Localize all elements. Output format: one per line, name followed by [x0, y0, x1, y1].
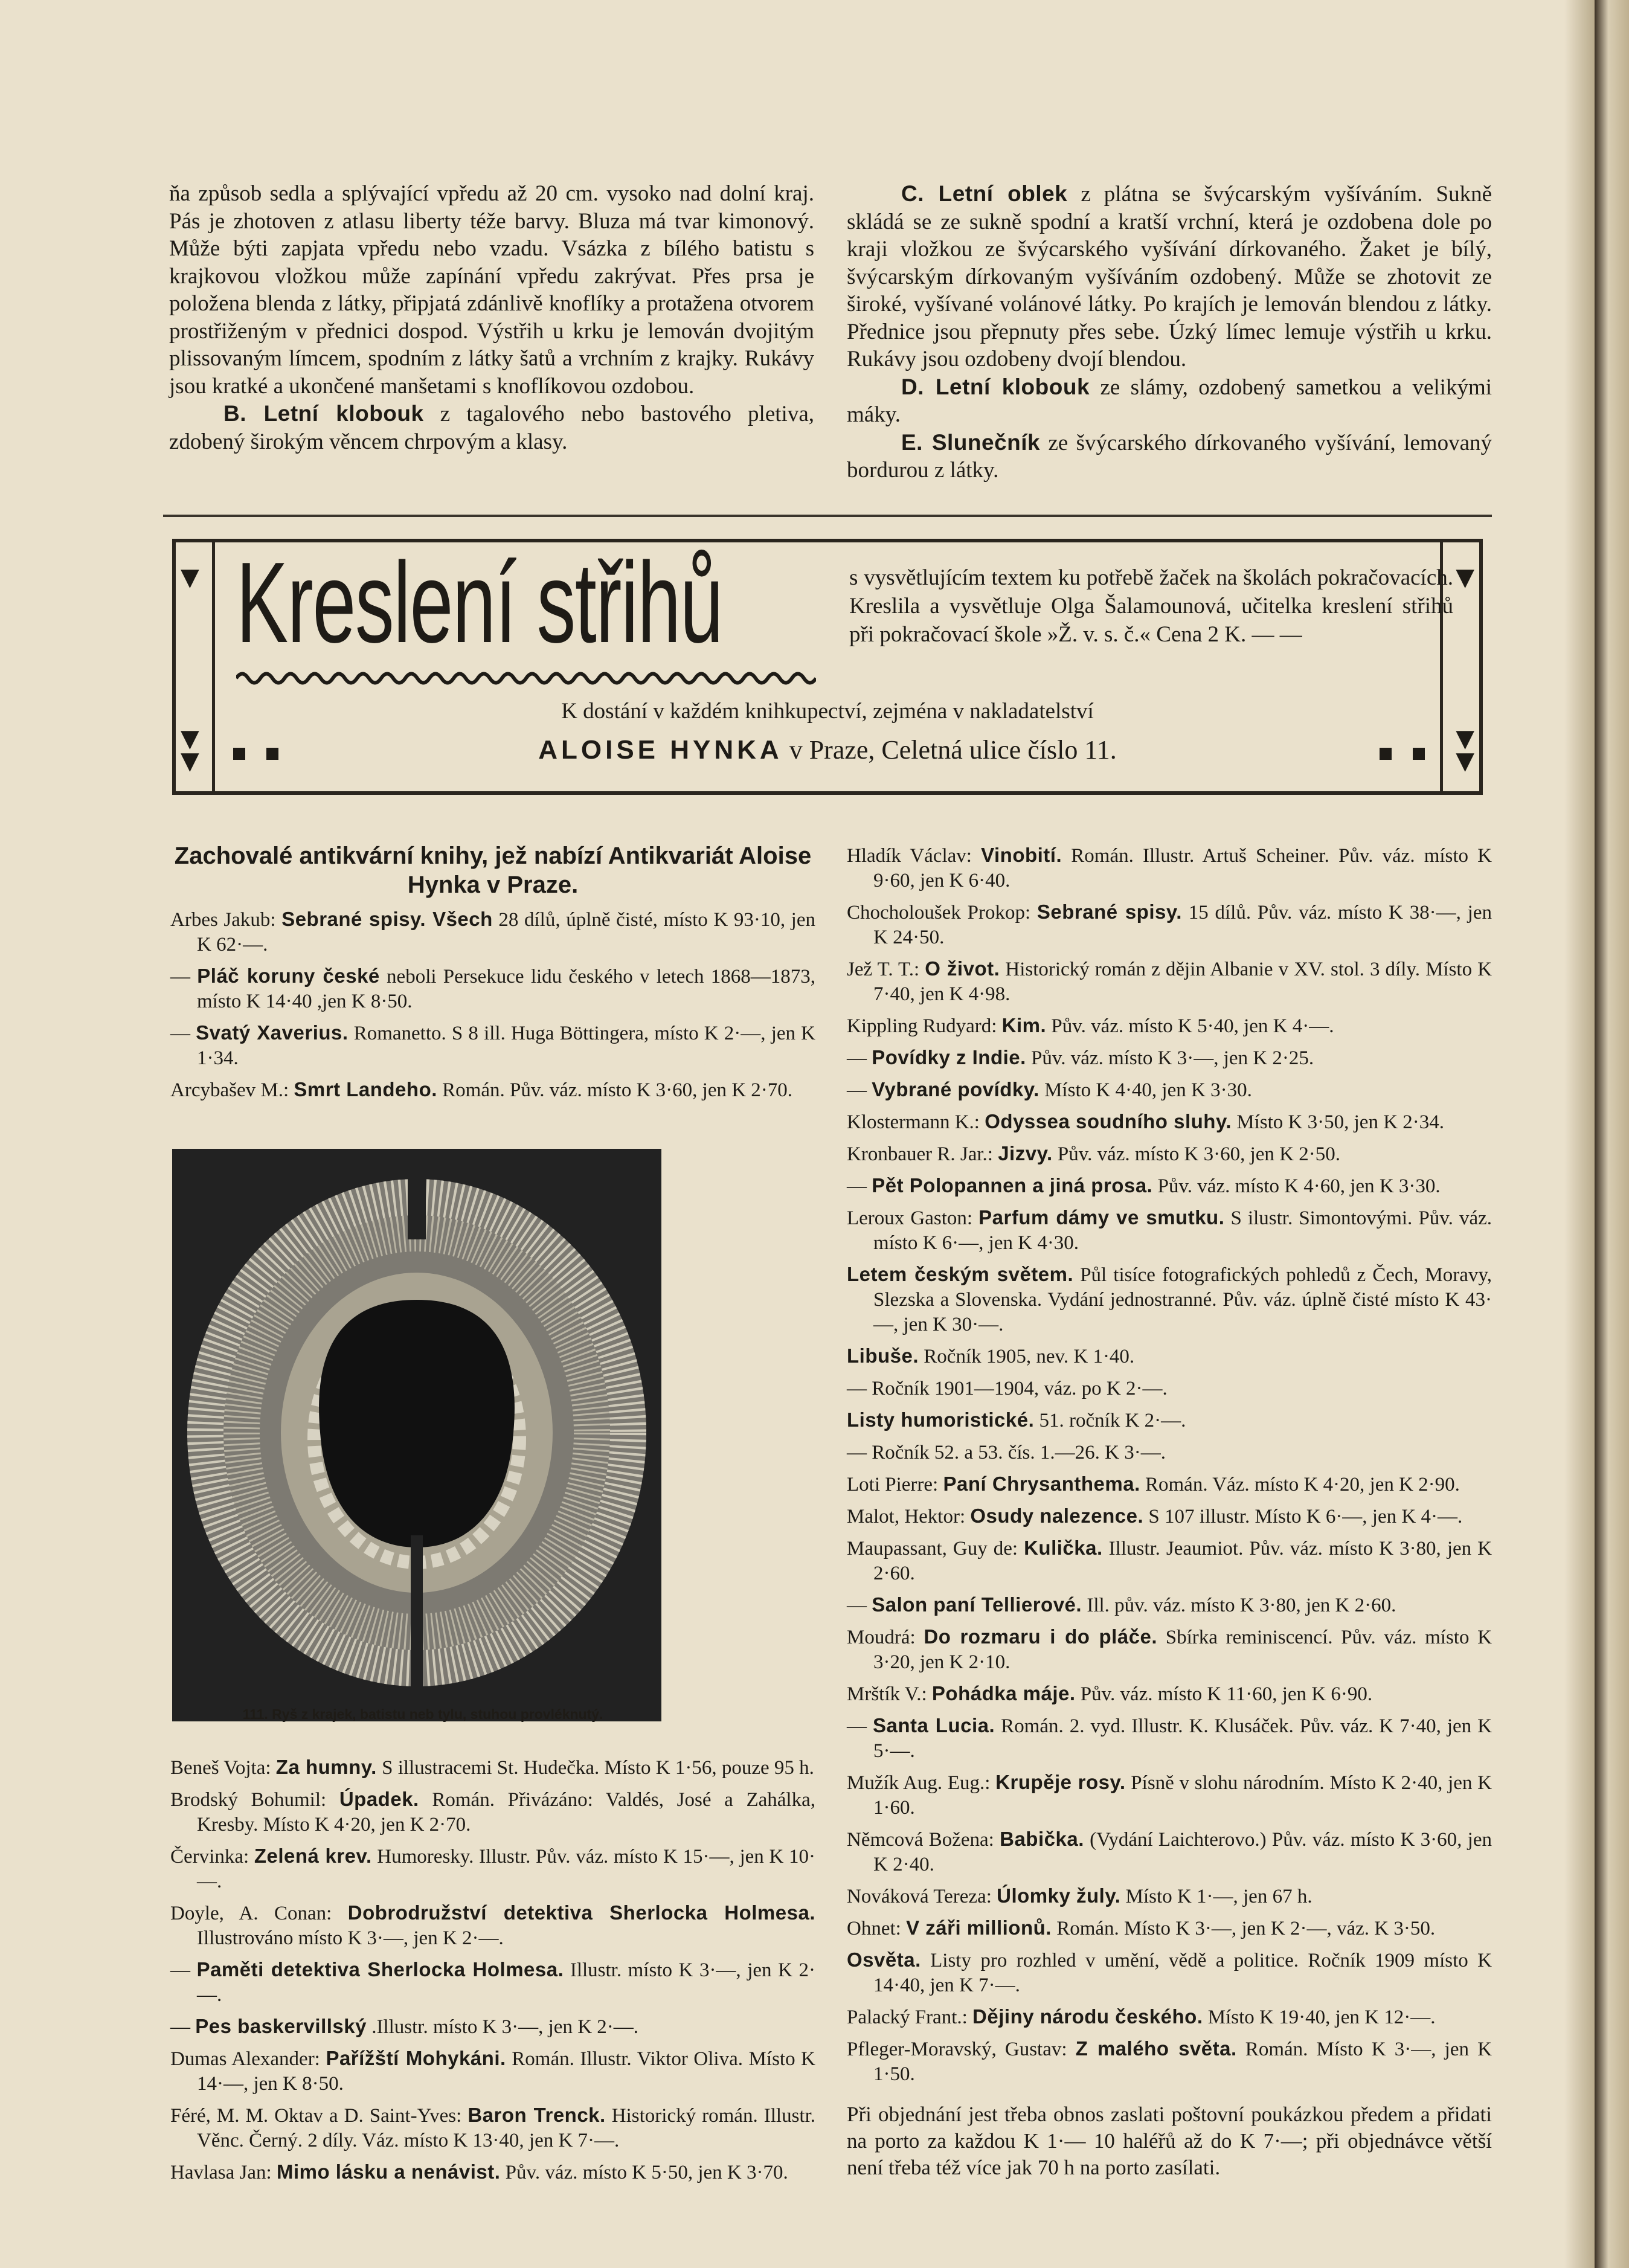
- paragraph-dress-description: ňa způsob sedla a splývající vpředu až 20 cm. vysoko nad dolní kraj. Pás je zhotoven z atlasu liberty téže barvy. Bluza má tvar kimonový. Může býti zapjata vpředu nebo vzadu. Vsázka z bílého batistu s krajkovou vložkou může zapínání vpředu zakrývat. Přes prsa je položena blenda z látky, připjatá zdánlivě knoflíky a protažena otvorem prostřiženým v přednici dospod. Výstřih u krku je lemován dvojitým plissovaným límcem, spodním z látky šatů a vrchním z krajky. Rukávy jsou kratké a ukončené manšetami s knoflíkovou ozdobou.: [169, 181, 814, 399]
- list-item: Leroux Gaston: Parfum dámy ve smutku. S ilustr. Simontovými. Pův. váz. místo K 6·—, jen K 4·30.: [847, 1206, 1492, 1254]
- list-item: — Ročník 52. a 53. čís. 1.—26. K 3·—.: [847, 1442, 1166, 1463]
- list-item: Dumas Alexander: Pařížští Mohykáni. Román. Illustr. Viktor Oliva. Místo K 14·—, jen K 8·50.: [170, 2047, 815, 2095]
- arrow-down-icon: ▼: [1456, 564, 1474, 591]
- arrow-down-icon: ▼: [181, 747, 199, 775]
- list-item: Libuše. Ročník 1905, nev. K 1·40.: [847, 1344, 1135, 1367]
- advertisement-availability: K dostání v každém knihkupectví, zejména v nakladatelství: [561, 699, 1094, 724]
- list-item: Kippling Rudyard: Kim. Pův. váz. místo K 5·40, jen K 4·—.: [847, 1014, 1334, 1037]
- paragraph-item-c: [847, 180, 1492, 373]
- top-right-column: [847, 180, 1492, 484]
- list-item: Osvěta. Listy pro rozhled v umění, vědě a politice. Ročník 1909 místo K 14·40, jen K 7·—.: [847, 1948, 1492, 1996]
- list-item: Klostermann K.: Odyssea soudního sluhy. Místo K 3·50, jen K 2·34.: [847, 1110, 1445, 1133]
- list-item: — Svatý Xaverius. Romanetto. S 8 ill. Huga Böttingera, místo K 2·—, jen K 1·34.: [170, 1021, 815, 1069]
- advertisement-description: s vysvětlujícím textem ku potřebě žaček na školách pokračovacích. Kreslila a vysvětluje Olga Šalamounová, učitelka kreslení střihů při pokračovací škole »Ž. v. s. č.« Cena 2 K. — —: [849, 565, 1453, 647]
- list-item: Listy humoristické. 51. ročník K 2·—.: [847, 1409, 1186, 1431]
- item-b-title: B. Letní klobouk: [223, 401, 424, 426]
- list-item: Havlasa Jan: Mimo lásku a nenávist. Pův. váz. místo K 5·50, jen K 3·70.: [170, 2160, 788, 2183]
- list-item: Hladík Václav: Vinobití. Román. Illustr. Artuš Scheiner. Pův. váz. místo K 9·60, jen K 6·40.: [847, 844, 1492, 891]
- list-item: Nováková Tereza: Úlomky žuly. Místo K 1·—, jen 67 h.: [847, 1884, 1313, 1907]
- list-item: Mrštík V.: Pohádka máje. Pův. váz. místo K 11·60, jen K 6·90.: [847, 1682, 1373, 1705]
- list-item: — Vybrané povídky. Místo K 4·40, jen K 3·30.: [847, 1078, 1252, 1101]
- list-item: Beneš Vojta: Za humny. S illustracemi St. Hudečka. Místo K 1·56, pouze 95 h.: [170, 1756, 814, 1779]
- item-b-text: z tagalového nebo bastového pletiva, zdobený širokým věncem chrpovým a klasy.: [169, 402, 814, 454]
- photo-caption: 111. Ryš z krajek, batistu neb tylu, stuhou provléknutý.: [242, 1706, 603, 1722]
- antiquarian-heading: Zachovalé antikvární knihy, jež nabízí Antikvariát Aloise Hynka v Praze.: [174, 843, 812, 898]
- list-item: Červinka: Zelená krev. Humoresky. Illustr. Pův. váz. místo K 15·—, jen K 10·—.: [170, 1845, 815, 1892]
- arrow-down-icon: ▼: [1456, 725, 1474, 753]
- list-item: — Povídky z Indie. Pův. váz. místo K 3·—, jen K 2·25.: [847, 1046, 1314, 1069]
- publisher-name: ALOISE HYNKA: [538, 735, 783, 765]
- advertisement-title: Kreslení střihů: [236, 539, 723, 667]
- list-item: Ohnet: V záři millionů. Román. Místo K 3·—, jen K 2·—, váz. K 3·50.: [847, 1916, 1436, 1939]
- list-item: Maupassant, Guy de: Kulička. Illustr. Jeaumiot. Pův. váz. místo K 3·80, jen K 2·60.: [847, 1537, 1492, 1584]
- list-item: Arbes Jakub: Sebrané spisy. Všech 28 dílů, úplně čisté, místo K 93·10, jen K 62·—.: [170, 908, 815, 956]
- list-item: — Pes baskervillský .Illustr. místo K 3·—, jen K 2·—.: [170, 2015, 639, 2038]
- antiquarian-right-column: [847, 843, 1492, 2181]
- item-e-text: ze švýcarského dírkovaného vyšívání, lemovaný bordurou z látky.: [847, 430, 1492, 483]
- paragraph-item-b: [169, 400, 814, 455]
- ordering-note: Při objednání jest třeba obnos zaslati poštovní poukázkou předem a přidati na porto za každou K 1·— 10 haléřů až do K 7·—; při objednávce větší není třeba též více jak 70 h na porto zasílati.: [847, 2103, 1492, 2179]
- list-item: — Paměti detektiva Sherlocka Holmesa. Illustr. místo K 3·—, jen K 2·—.: [170, 1958, 815, 2006]
- list-item: Arcybašev M.: Smrt Landeho. Román. Pův. váz. místo K 3·60, jen K 2·70.: [170, 1078, 793, 1101]
- item-c-title: C. Letní oblek: [901, 181, 1068, 206]
- list-item: Malot, Hektor: Osudy nalezence. S 107 illustr. Místo K 6·—, jen K 4·—.: [847, 1505, 1463, 1528]
- list-item: Mužík Aug. Eug.: Krupěje rosy. Písně v slohu národním. Místo K 2·40, jen K 1·60.: [847, 1771, 1492, 1819]
- top-left-column: [169, 180, 814, 455]
- paragraph-item-e: [847, 429, 1492, 484]
- list-item: Jež T. T.: O život. Historický román z dějin Albanie v XV. stol. 3 díly. Místo K 7·40, jen K 4·98.: [847, 957, 1492, 1005]
- list-item: Němcová Božena: Babička. (Vydání Laichterovo.) Pův. váz. místo K 3·60, jen K 2·40.: [847, 1828, 1492, 1875]
- item-c-text: z plátna se švýcarským vyšíváním. Sukně skládá se ze sukně spodní a kratší vrchní, která je ozdobena dole po kraji vložkou ze švýcarského vyšívání dírkovaného. Žaket je bílý, švýcarským dírkovaným vyšíváním ozdobený. Může se zhotovit ze široké, vyšívané volánové látky. Po krajích je lemován blendou z látky. Přednice jsou přepnuty přes sebe. Úzký límec lemuje výstřih u krku. Rukávy jsou ozdobeny dvojí blendou.: [847, 182, 1492, 371]
- collar-photo: [172, 1149, 661, 1721]
- advertisement-box: [172, 539, 1483, 795]
- list-item: Moudrá: Do rozmaru i do pláče. Sbírka reminiscencí. Pův. váz. místo K 3·20, jen K 2·10.: [847, 1625, 1492, 1673]
- item-d-title: D. Letní klobouk: [901, 374, 1090, 399]
- decorative-wave-icon: [236, 669, 816, 687]
- list-item: — Pláč koruny české neboli Persekuce lidu českého v letech 1868—1873, místo K 14·40 ,jen K 8·50.: [170, 965, 816, 1012]
- antiquarian-left-column: [170, 841, 815, 1109]
- paragraph-item-d: [847, 373, 1492, 429]
- lace-collar-image: [172, 1149, 661, 1721]
- list-item: Kronbauer R. Jar.: Jizvy. Pův. váz. místo K 3·60, jen K 2·50.: [847, 1142, 1340, 1165]
- list-item: Letem českým světem. Půl tisíce fotografických pohledů z Čech, Moravy, Slezska a Slovenska. Vydání jednostranné. Pův. váz. úplně čisté místo K 43·—, jen K 30·—.: [847, 1263, 1492, 1335]
- arrow-down-icon: ▼: [1456, 747, 1474, 775]
- page-binding-shadow: [1564, 0, 1595, 2268]
- item-d-text: ze slámy, ozdobený sametkou a velikými máky.: [847, 374, 1492, 427]
- arrow-down-icon: ▼: [181, 725, 199, 753]
- divider-rule-top: [163, 515, 1492, 517]
- list-item: — Pět Polopannen a jiná prosa. Pův. váz. místo K 4·60, jen K 3·30.: [847, 1174, 1441, 1197]
- list-item: — Salon paní Tellierové. Ill. pův. váz. místo K 3·80, jen K 2·60.: [847, 1593, 1396, 1616]
- list-item: Doyle, A. Conan: Dobrodružství detektiva Sherlocka Holmesa. Illustrováno místo K 3·—, jen K 2·—.: [170, 1901, 815, 1949]
- list-item: Palacký Frant.: Dějiny národu českého. Místo K 19·40, jen K 12·—.: [847, 2005, 1436, 2028]
- list-item: Brodský Bohumil: Úpadek. Román. Přivázáno: Valdés, José a Zahálka, Kresby. Místo K 4·20, jen K 2·70.: [170, 1788, 815, 1836]
- page-edge-background: [1595, 0, 1629, 2268]
- antiquarian-left-column-continued: [170, 1755, 815, 2191]
- advertisement-publisher: [176, 734, 1479, 765]
- list-item: Chocholoušek Prokop: Sebrané spisy. 15 dílů. Pův. váz. místo K 38·—, jen K 24·50.: [847, 901, 1492, 948]
- publisher-location: v Praze, Celetná ulice číslo 11.: [789, 735, 1117, 765]
- arrow-down-icon: ▼: [181, 564, 199, 591]
- list-item: Pfleger-Moravský, Gustav: Z malého světa. Román. Místo K 3·—, jen K 1·50.: [847, 2037, 1492, 2085]
- list-item: — Ročník 1901—1904, váz. po K 2·—.: [847, 1378, 1168, 1399]
- list-item: — Santa Lucia. Román. 2. vyd. Illustr. K. Klusáček. Pův. váz. K 7·40, jen K 5·—.: [847, 1714, 1492, 1762]
- item-e-title: E. Slunečník: [901, 429, 1041, 455]
- list-item: Loti Pierre: Paní Chrysanthema. Román. Váz. místo K 4·20, jen K 2·90.: [847, 1473, 1460, 1495]
- list-item: Féré, M. M. Oktav a D. Saint-Yves: Baron Trenck. Historický román. Illustr. Věnc. Černý. 2 díly. Váz. místo K 13·40, jen K 7·—.: [170, 2104, 815, 2151]
